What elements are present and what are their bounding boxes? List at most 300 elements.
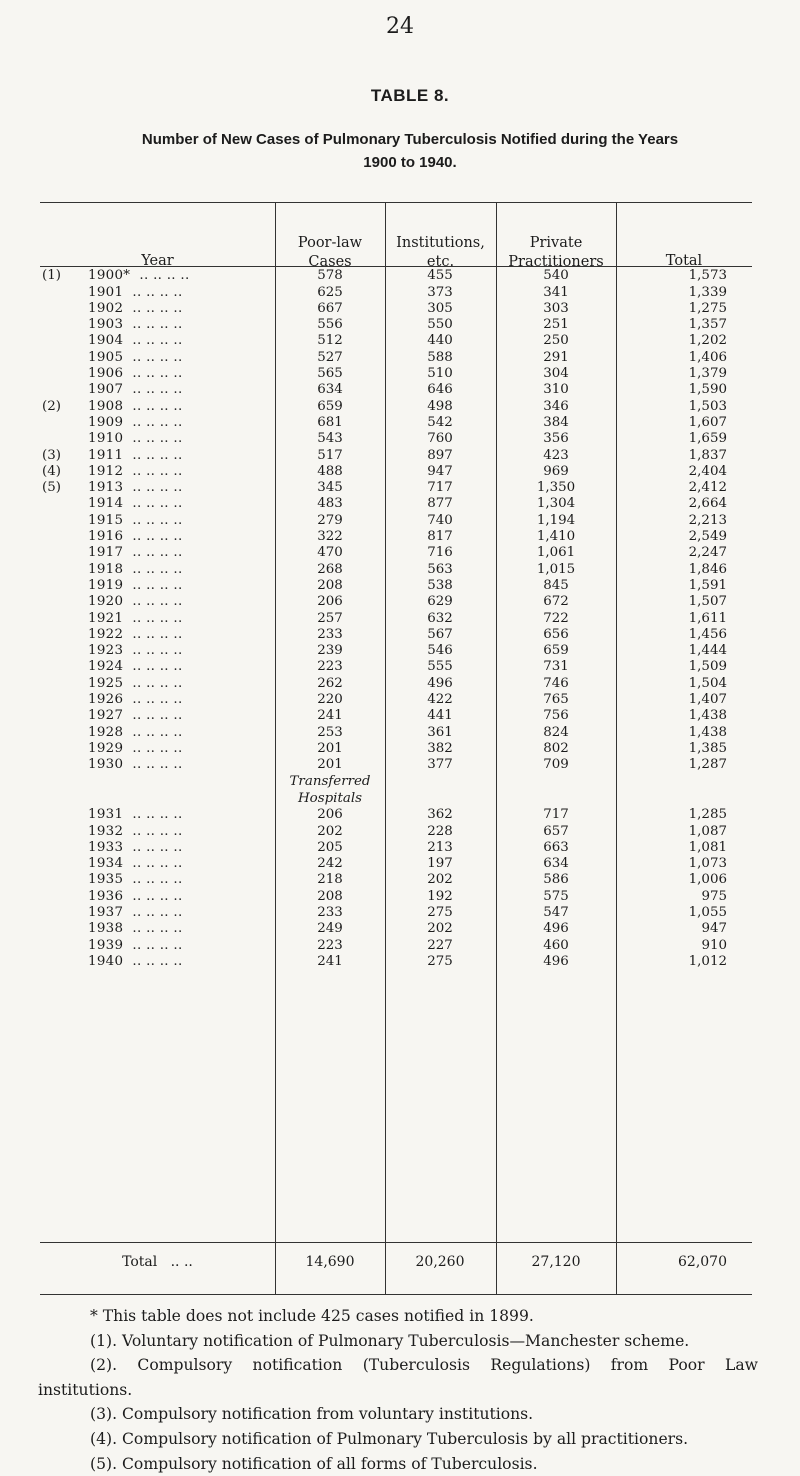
table-row (40, 888, 752, 904)
total-cell: 1,379 (688, 366, 727, 382)
institutions-cell: 422 (427, 692, 453, 708)
year-value: 1929 (88, 740, 124, 756)
year-value: 1910 (88, 431, 124, 447)
header-poor-law-line-2: Cases (308, 254, 352, 270)
year-leader: .. .. .. .. (132, 317, 183, 333)
year-cell (88, 333, 278, 349)
total-cell: 1,607 (688, 414, 727, 430)
institutions-cell: 377 (427, 757, 453, 773)
year-cell (88, 757, 278, 773)
year-cell (88, 807, 278, 823)
poor-law-cell: 268 (317, 561, 343, 577)
table-row (40, 594, 752, 610)
year-cell (88, 824, 278, 840)
header-institutions-line-2: etc. (426, 254, 455, 270)
private-cell: 291 (543, 349, 569, 365)
total-cell: 1,504 (688, 675, 727, 691)
total-cell: 1,438 (688, 708, 727, 724)
institutions-cell: 538 (427, 577, 453, 593)
year-value: 1915 (88, 512, 124, 528)
year-cell (88, 905, 278, 921)
year-cell (88, 708, 278, 724)
year-leader: .. .. .. .. (132, 577, 183, 593)
institutions-cell: 197 (427, 856, 453, 872)
private-cell: 423 (543, 447, 569, 463)
private-cell: 802 (543, 740, 569, 756)
year-leader: .. .. .. .. (132, 594, 183, 610)
private-cell: 845 (543, 577, 569, 593)
institutions-cell: 362 (427, 807, 453, 823)
year-leader: .. .. .. .. (132, 937, 183, 953)
year-value: 1917 (88, 545, 124, 561)
year-value: 1927 (88, 708, 124, 724)
table-row (40, 921, 752, 937)
table-row (40, 675, 752, 691)
header-poor-law (275, 234, 385, 272)
year-cell (88, 921, 278, 937)
footnote-3: (3). Compulsory notification from voluntary institutions. (90, 1405, 534, 1424)
poor-law-cell: 322 (317, 529, 343, 545)
year-leader: .. .. .. .. (132, 480, 183, 496)
private-cell: 341 (543, 284, 569, 300)
total-cell: 1,837 (688, 447, 727, 463)
private-cell: 1,061 (536, 545, 576, 561)
institutions-cell: 546 (427, 643, 453, 659)
table-row (40, 480, 752, 496)
poor-law-cell: 634 (317, 382, 343, 398)
year-value: 1934 (88, 856, 124, 872)
poor-law-cell: 565 (317, 366, 343, 382)
table-row (40, 415, 752, 431)
poor-law-cell: 206 (317, 594, 343, 610)
footnotes (38, 1304, 758, 1476)
private-cell: 731 (543, 659, 569, 675)
institutions-cell: 361 (427, 724, 453, 740)
table-row (40, 708, 752, 724)
year-leader: .. .. .. .. (132, 953, 183, 969)
year-value: 1928 (88, 724, 124, 740)
year-leader: .. .. .. .. (139, 268, 190, 284)
year-cell (88, 285, 278, 301)
footnote-4: (4). Compulsory notification of Pulmonary Tuberculosis by all practitioners. (90, 1429, 689, 1448)
year-value: 1918 (88, 561, 124, 577)
institutions-cell: 542 (427, 414, 453, 430)
year-value: 1907 (88, 382, 124, 398)
year-leader: .. .. .. .. (132, 839, 183, 855)
total-cell: 2,549 (688, 529, 727, 545)
poor-law-cell: 488 (317, 463, 343, 479)
table-row (40, 447, 752, 463)
institutions-cell: 897 (427, 447, 453, 463)
table-row (40, 301, 752, 317)
poor-law-cell: 220 (317, 692, 343, 708)
year-leader: .. .. .. .. (132, 545, 183, 561)
table-row (40, 905, 752, 921)
notification-mark: (2) (42, 398, 61, 414)
private-cell: 709 (543, 757, 569, 773)
institutions-cell: 555 (427, 659, 453, 675)
year-value: 1936 (88, 888, 124, 904)
year-value: 1930 (88, 757, 124, 773)
header-private-line-2: Practitioners (508, 254, 604, 270)
year-value: 1904 (88, 333, 124, 349)
year-leader: .. .. .. .. (132, 724, 183, 740)
institutions-cell: 227 (427, 937, 453, 953)
notification-mark: (1) (42, 268, 61, 284)
table-row (40, 610, 752, 626)
table-row (40, 496, 752, 512)
header-total: Total (665, 253, 703, 269)
year-value: 1935 (88, 872, 124, 888)
year-leader: .. .. .. .. (132, 740, 183, 756)
year-leader: .. .. .. .. (132, 823, 183, 839)
private-cell: 496 (543, 953, 569, 969)
year-cell (88, 578, 278, 594)
institutions-cell: 563 (427, 561, 453, 577)
poor-law-cell: 659 (317, 398, 343, 414)
private-cell: 634 (543, 856, 569, 872)
table-row (40, 431, 752, 447)
total-cell: 1,012 (688, 953, 727, 969)
poor-law-cell: 233 (317, 904, 343, 920)
year-cell (88, 464, 278, 480)
poor-law-cell: 483 (317, 496, 343, 512)
year-value: 1900* (88, 268, 131, 284)
poor-law-cell: 208 (317, 888, 343, 904)
poor-law-cell: 625 (317, 284, 343, 300)
year-leader: .. .. .. .. (132, 708, 183, 724)
institutions-cell: 567 (427, 626, 453, 642)
poor-law-cell: 345 (317, 480, 343, 496)
private-cell: 1,350 (536, 480, 576, 496)
private-cell: 717 (543, 807, 569, 823)
poor-law-cell: 201 (317, 740, 343, 756)
table-row (40, 284, 752, 300)
private-cell: 1,410 (536, 529, 576, 545)
table-row (40, 366, 752, 382)
total-leader: .. .. (170, 1254, 193, 1270)
year-leader: .. .. .. .. (132, 382, 183, 398)
table-row (40, 872, 752, 888)
total-institutions: 20,260 (415, 1254, 465, 1270)
private-cell: 496 (543, 921, 569, 937)
total-poor-law: 14,690 (305, 1254, 355, 1270)
year-cell (88, 627, 278, 643)
year-leader: .. .. .. .. (132, 856, 183, 872)
private-cell: 586 (543, 872, 569, 888)
institutions-cell: 202 (427, 921, 453, 937)
total-cell: 1,287 (688, 757, 727, 773)
total-cell: 1,406 (688, 349, 727, 365)
table-row (40, 856, 752, 872)
year-cell (88, 415, 278, 431)
total-cell: 1,503 (688, 398, 727, 414)
private-cell: 547 (543, 904, 569, 920)
total-cell: 1,438 (688, 724, 727, 740)
year-cell (88, 399, 278, 415)
footnote-5: (5). Compulsory notification of all forms of Tuberculosis. (90, 1454, 538, 1473)
footnote-2-line-1: (2). Compulsory notification (Tuberculosis Regulations) from Poor Law (90, 1356, 758, 1375)
year-value: 1914 (88, 496, 124, 512)
year-cell (88, 872, 278, 888)
table-row (40, 724, 752, 740)
table-row (40, 317, 752, 333)
total-cell: 1,285 (688, 807, 727, 823)
total-cell: 2,404 (688, 463, 727, 479)
total-cell: 1,611 (688, 610, 727, 626)
year-cell (88, 431, 278, 447)
poor-law-cell: 208 (317, 577, 343, 593)
year-leader: .. .. .. .. (132, 463, 183, 479)
total-cell: 1,006 (688, 872, 727, 888)
institutions-cell: 382 (427, 740, 453, 756)
institutions-cell: 202 (427, 872, 453, 888)
year-cell (88, 889, 278, 905)
table-row (40, 823, 752, 839)
year-leader: .. .. .. .. (132, 692, 183, 708)
total-cell: 1,659 (688, 431, 727, 447)
poor-law-cell: 242 (317, 856, 343, 872)
header-year: Year (141, 253, 174, 269)
year-leader: .. .. .. .. (132, 496, 183, 512)
year-value: 1939 (88, 937, 124, 953)
poor-law-cell: 241 (317, 708, 343, 724)
year-cell (88, 366, 278, 382)
year-value: 1933 (88, 839, 124, 855)
year-cell (88, 382, 278, 398)
year-value: 1919 (88, 577, 124, 593)
total-cell: 2,213 (688, 512, 727, 528)
poor-law-cell: 517 (317, 447, 343, 463)
footnote-1: (1). Voluntary notification of Pulmonary Tuberculosis—Manchester scheme. (90, 1331, 690, 1350)
poor-law-cell: 241 (317, 953, 343, 969)
year-leader: .. .. .. .. (132, 904, 183, 920)
transferred-note-line-1: Transferred (289, 774, 371, 790)
subtitle-line-1: Number of New Cases of Pulmonary Tuberculosis Notified during the Years (141, 131, 679, 148)
institutions-cell: 629 (427, 594, 453, 610)
private-cell: 303 (543, 300, 569, 316)
private-cell: 756 (543, 708, 569, 724)
private-cell: 659 (543, 643, 569, 659)
private-cell: 384 (543, 414, 569, 430)
notification-mark: (5) (42, 480, 61, 496)
year-leader: .. .. .. .. (132, 349, 183, 365)
year-leader: .. .. .. .. (132, 807, 183, 823)
total-cell: 1,573 (688, 268, 727, 284)
table-row (40, 529, 752, 545)
table-row (40, 937, 752, 953)
year-leader: .. .. .. .. (132, 561, 183, 577)
year-value: 1922 (88, 626, 124, 642)
total-cell: 1,590 (688, 382, 727, 398)
year-value: 1925 (88, 675, 124, 691)
year-leader: .. .. .. .. (132, 300, 183, 316)
total-cell: 975 (701, 888, 727, 904)
poor-law-cell: 201 (317, 757, 343, 773)
poor-law-cell: 218 (317, 872, 343, 888)
year-leader: .. .. .. .. (132, 366, 183, 382)
table-row (40, 627, 752, 643)
table-row (40, 643, 752, 659)
table-row (40, 578, 752, 594)
year-leader: .. .. .. .. (132, 643, 183, 659)
poor-law-cell: 205 (317, 839, 343, 855)
institutions-cell: 441 (427, 708, 453, 724)
header-institutions (385, 234, 496, 272)
year-leader: .. .. .. .. (132, 888, 183, 904)
poor-law-cell: 667 (317, 300, 343, 316)
total-cell: 1,275 (688, 300, 727, 316)
total-cell: 1,456 (688, 626, 727, 642)
institutions-cell: 275 (427, 904, 453, 920)
total-cell: 2,412 (688, 480, 727, 496)
private-cell: 540 (543, 268, 569, 284)
year-leader: .. .. .. .. (132, 447, 183, 463)
table-row (40, 741, 752, 757)
year-value: 1916 (88, 529, 124, 545)
year-cell (88, 643, 278, 659)
total-cell: 1,055 (688, 904, 727, 920)
year-cell (88, 938, 278, 954)
table-row (40, 349, 752, 365)
year-cell (88, 725, 278, 741)
total-cell: 947 (701, 921, 727, 937)
table-top-rule (40, 202, 752, 203)
total-cell: 1,509 (688, 659, 727, 675)
institutions-cell: 740 (427, 512, 453, 528)
table-row (40, 382, 752, 398)
table-row (40, 512, 752, 528)
table-subtitle (0, 128, 800, 174)
private-cell: 304 (543, 366, 569, 382)
institutions-cell: 440 (427, 333, 453, 349)
table-row (40, 545, 752, 561)
private-cell: 656 (543, 626, 569, 642)
poor-law-cell: 202 (317, 823, 343, 839)
institutions-cell: 550 (427, 317, 453, 333)
year-value: 1902 (88, 300, 124, 316)
year-cell (88, 840, 278, 856)
total-cell: 1,339 (688, 284, 727, 300)
table-row (40, 954, 752, 970)
notification-mark: (3) (42, 447, 61, 463)
page-number: 24 (386, 14, 414, 39)
private-cell: 657 (543, 823, 569, 839)
year-leader: .. .. .. .. (132, 675, 183, 691)
year-leader: .. .. .. .. (132, 431, 183, 447)
notification-mark: (4) (42, 463, 61, 479)
transferred-hospitals-note (275, 773, 385, 807)
year-cell (88, 350, 278, 366)
institutions-cell: 213 (427, 839, 453, 855)
year-cell (88, 317, 278, 333)
year-cell (88, 676, 278, 692)
year-leader: .. .. .. .. (132, 659, 183, 675)
year-value: 1926 (88, 692, 124, 708)
private-cell: 824 (543, 724, 569, 740)
total-top-rule (40, 1242, 752, 1243)
year-value: 1908 (88, 398, 124, 414)
private-cell: 672 (543, 594, 569, 610)
table-title: TABLE 8. (370, 86, 450, 105)
header-poor-law-line-1: Poor-law (297, 235, 363, 251)
total-cell: 1,407 (688, 692, 727, 708)
year-value: 1909 (88, 414, 124, 430)
table-row (40, 561, 752, 577)
table-body (40, 268, 752, 970)
header-private-line-1: Private (529, 235, 583, 251)
year-value: 1906 (88, 366, 124, 382)
private-cell: 460 (543, 937, 569, 953)
institutions-cell: 632 (427, 610, 453, 626)
poor-law-cell: 527 (317, 349, 343, 365)
total-cell: 1,202 (688, 333, 727, 349)
table-row (40, 773, 752, 823)
total-cell: 1,087 (688, 823, 727, 839)
year-leader: .. .. .. .. (132, 398, 183, 414)
year-cell (88, 954, 278, 970)
year-cell (88, 594, 278, 610)
poor-law-cell: 233 (317, 626, 343, 642)
private-cell: 356 (543, 431, 569, 447)
year-leader: .. .. .. .. (132, 610, 183, 626)
private-cell: 1,194 (536, 512, 576, 528)
poor-law-cell: 253 (317, 724, 343, 740)
institutions-cell: 716 (427, 545, 453, 561)
private-cell: 1,304 (536, 496, 576, 512)
institutions-cell: 498 (427, 398, 453, 414)
poor-law-cell: 512 (317, 333, 343, 349)
poor-law-cell: 578 (317, 268, 343, 284)
private-cell: 765 (543, 692, 569, 708)
private-cell: 663 (543, 839, 569, 855)
total-cell: 1,444 (688, 643, 727, 659)
year-cell (88, 741, 278, 757)
institutions-cell: 496 (427, 675, 453, 691)
year-value: 1924 (88, 659, 124, 675)
table-row (40, 268, 752, 284)
poor-law-cell: 681 (317, 414, 343, 430)
private-cell: 250 (543, 333, 569, 349)
poor-law-cell: 249 (317, 921, 343, 937)
poor-law-cell: 206 (317, 807, 343, 823)
institutions-cell: 373 (427, 284, 453, 300)
total-cell: 2,664 (688, 496, 727, 512)
table-bottom-rule (40, 1294, 752, 1295)
institutions-cell: 275 (427, 953, 453, 969)
year-leader: .. .. .. .. (132, 512, 183, 528)
total-cell: 1,357 (688, 317, 727, 333)
total-label-text: Total (122, 1254, 158, 1270)
table-row (40, 757, 752, 773)
header-private (496, 234, 616, 272)
institutions-cell: 760 (427, 431, 453, 447)
year-leader: .. .. .. .. (132, 333, 183, 349)
poor-law-cell: 223 (317, 659, 343, 675)
private-cell: 746 (543, 675, 569, 691)
institutions-cell: 646 (427, 382, 453, 398)
year-cell (88, 513, 278, 529)
institutions-cell: 717 (427, 480, 453, 496)
year-cell (88, 659, 278, 675)
institutions-cell: 228 (427, 823, 453, 839)
year-leader: .. .. .. .. (132, 626, 183, 642)
table-row (40, 840, 752, 856)
year-value: 1905 (88, 349, 124, 365)
year-cell (88, 856, 278, 872)
poor-law-cell: 543 (317, 431, 343, 447)
year-cell (88, 562, 278, 578)
